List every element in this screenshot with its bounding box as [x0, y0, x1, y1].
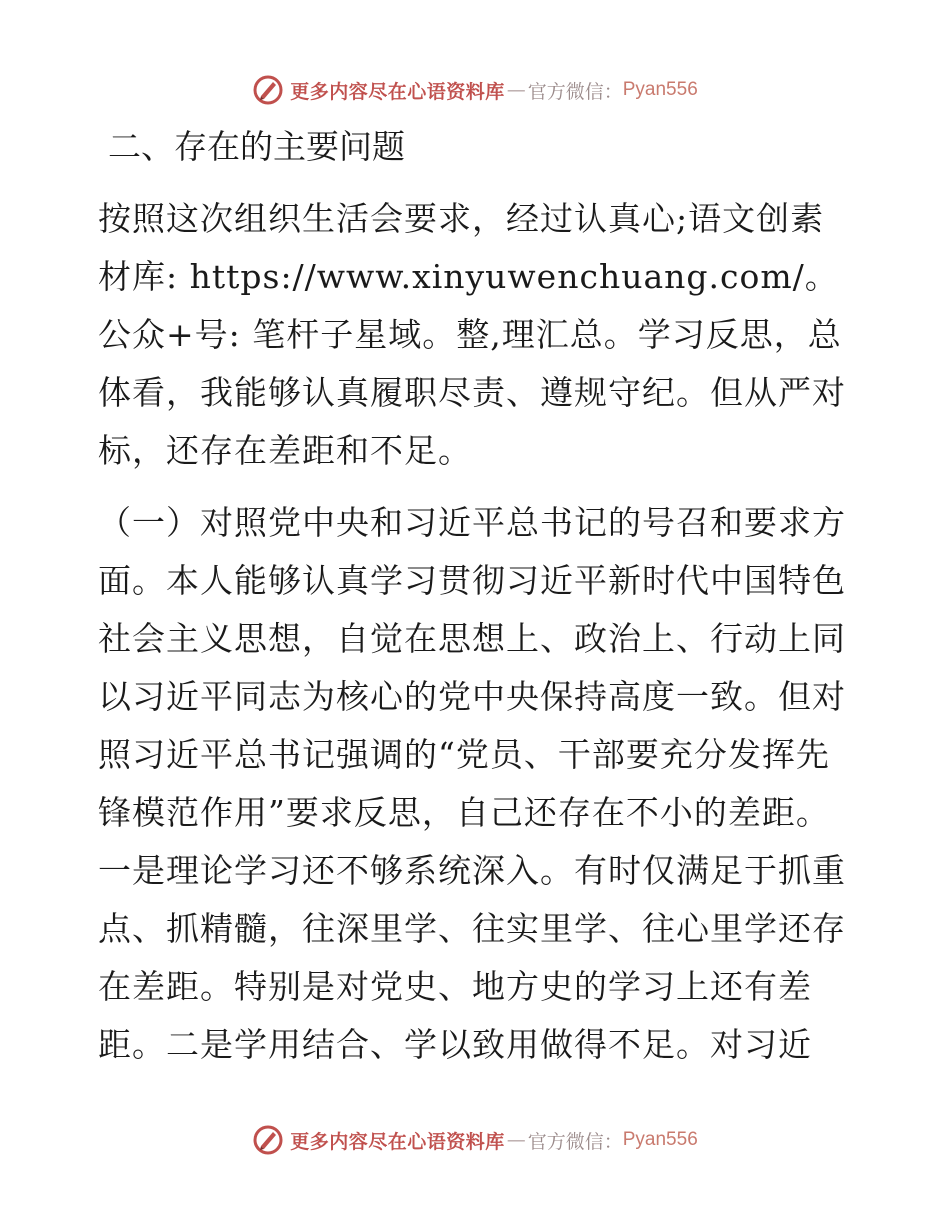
header-watermark	[0, 70, 950, 110]
document-body	[98, 118, 858, 1074]
watermark-separator: —	[506, 79, 526, 101]
red-pen-circle-icon	[252, 74, 284, 106]
watermark-wechat-id: Pyan556	[622, 1129, 698, 1150]
watermark-wechat-id: Pyan556	[622, 79, 698, 100]
watermark-main-text: 更多内容尽在心语资料库	[290, 80, 505, 103]
watermark-tail-text: 官方微信：	[527, 1130, 623, 1153]
paragraph-intro: 按照这次组织生活会要求，经过认真心;语文创素材库: https://www.xinyuwenchuang.com/。公众+号: 笔杆子星域。整,理汇总。学习反思，总体看，我能够认真履职尽责、遵规守纪。但从严对标，还存在差距和不足。	[98, 199, 846, 470]
section-heading: 二、存在的主要问题	[108, 127, 405, 166]
red-pen-circle-icon	[252, 1124, 284, 1156]
watermark-separator: —	[506, 1129, 526, 1151]
watermark-tail-text: 官方微信：	[527, 80, 623, 103]
footer-watermark	[0, 1120, 950, 1160]
paragraph-item-one: （一）对照党中央和习近平总书记的号召和要求方面。本人能够认真学习贯彻习近平新时代中国特色社会主义思想，自觉在思想上、政治上、行动上同以习近平同志为核心的党中央保持高度一致。但对照习近平总书记强调的“党员、干部要充分发挥先锋模范作用”要求反思，自己还存在不小的差距。一是理论学习还不够系统深入。有时仅满足于抓重点、抓精髓，往深里学、往实里学、往心里学还存在差距。特别是对党史、地方史的学习上还有差距。二是学用结合、学以致用做得不足。对习近	[98, 503, 846, 1064]
watermark-main-text: 更多内容尽在心语资料库	[290, 1130, 505, 1153]
